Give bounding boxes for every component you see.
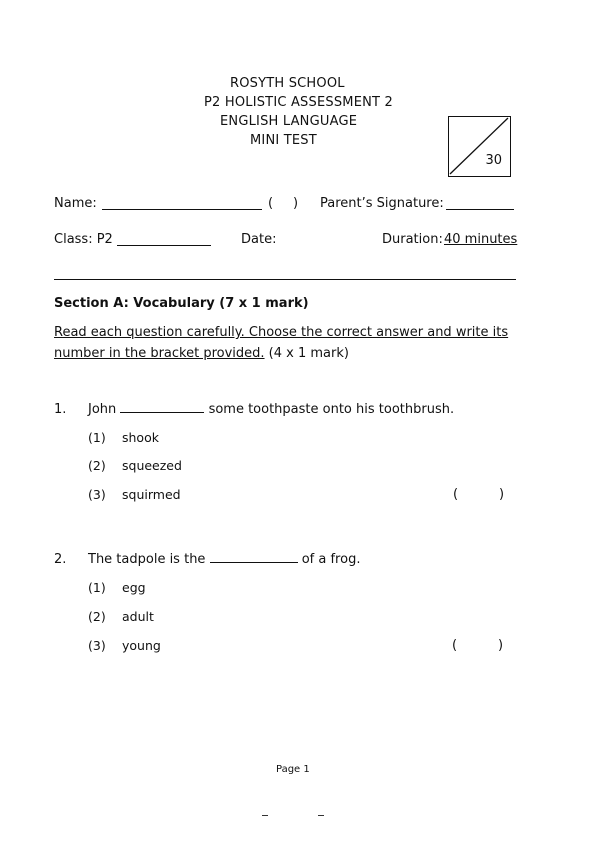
option-number: (3)	[88, 638, 106, 653]
question-2-bracket-close[interactable]: )	[498, 638, 504, 653]
divider	[54, 279, 516, 280]
question-1-option-2	[88, 458, 182, 473]
signature-label: Parent’s Signature:	[320, 196, 444, 211]
name-bracket-open: (	[268, 196, 274, 211]
question-2-stem	[88, 552, 360, 567]
question-1-text-before: John	[88, 402, 117, 417]
name-bracket-close: )	[293, 196, 299, 211]
section-title: Section A: Vocabulary (7 x 1 mark)	[54, 296, 309, 311]
test-title: MINI TEST	[250, 133, 317, 148]
option-text: egg	[122, 580, 146, 595]
instruction-marks: (4 x 1 mark)	[268, 346, 349, 361]
question-1-option-1	[88, 430, 159, 445]
footer-mark-right	[318, 815, 324, 816]
duration-value: 40 minutes	[444, 232, 518, 247]
duration-label: Duration:	[382, 232, 443, 247]
school-name: ROSYTH SCHOOL	[230, 76, 345, 91]
class-blank[interactable]	[117, 235, 211, 246]
question-2-option-2	[88, 609, 154, 624]
question-2-blank	[210, 552, 298, 563]
question-2-option-3	[88, 638, 161, 653]
assessment-title: P2 HOLISTIC ASSESSMENT 2	[204, 95, 393, 110]
question-2-option-1	[88, 580, 146, 595]
option-number: (1)	[88, 580, 106, 595]
instruction-line-2	[54, 346, 349, 361]
score-total: 30	[485, 153, 502, 168]
option-text: squirmed	[122, 487, 181, 502]
instruction-line-2-text: number in the bracket provided.	[54, 346, 265, 361]
instruction-line-1: Read each question carefully. Choose the correct answer and write its	[54, 325, 509, 340]
name-label: Name:	[54, 196, 97, 211]
question-1-blank	[120, 402, 204, 413]
question-2-number: 2.	[54, 552, 67, 567]
subject-title: ENGLISH LANGUAGE	[220, 114, 358, 129]
question-2-text-before: The tadpole is the	[88, 552, 206, 567]
question-2-text-after: of a frog.	[301, 552, 361, 567]
question-1-number: 1.	[54, 402, 67, 417]
option-number: (3)	[88, 487, 106, 502]
question-1-option-3	[88, 487, 181, 502]
option-text: young	[122, 638, 161, 653]
option-number: (2)	[88, 609, 106, 624]
option-text: shook	[122, 430, 159, 445]
page-number: Page 1	[276, 764, 310, 775]
question-1-bracket-close[interactable]: )	[499, 487, 505, 502]
date-label: Date:	[241, 232, 277, 247]
question-2-bracket-open[interactable]: (	[452, 638, 458, 653]
option-text: adult	[122, 609, 154, 624]
signature-blank[interactable]	[446, 199, 514, 210]
question-1-bracket-open[interactable]: (	[453, 487, 459, 502]
score-box	[448, 116, 511, 177]
footer-mark-left	[262, 815, 268, 816]
question-1-text-after: some toothpaste onto his toothbrush.	[208, 402, 455, 417]
name-blank[interactable]	[102, 199, 262, 210]
question-1-stem	[88, 402, 454, 417]
class-label: Class: P2	[54, 232, 113, 247]
option-text: squeezed	[122, 458, 182, 473]
option-number: (2)	[88, 458, 106, 473]
option-number: (1)	[88, 430, 106, 445]
